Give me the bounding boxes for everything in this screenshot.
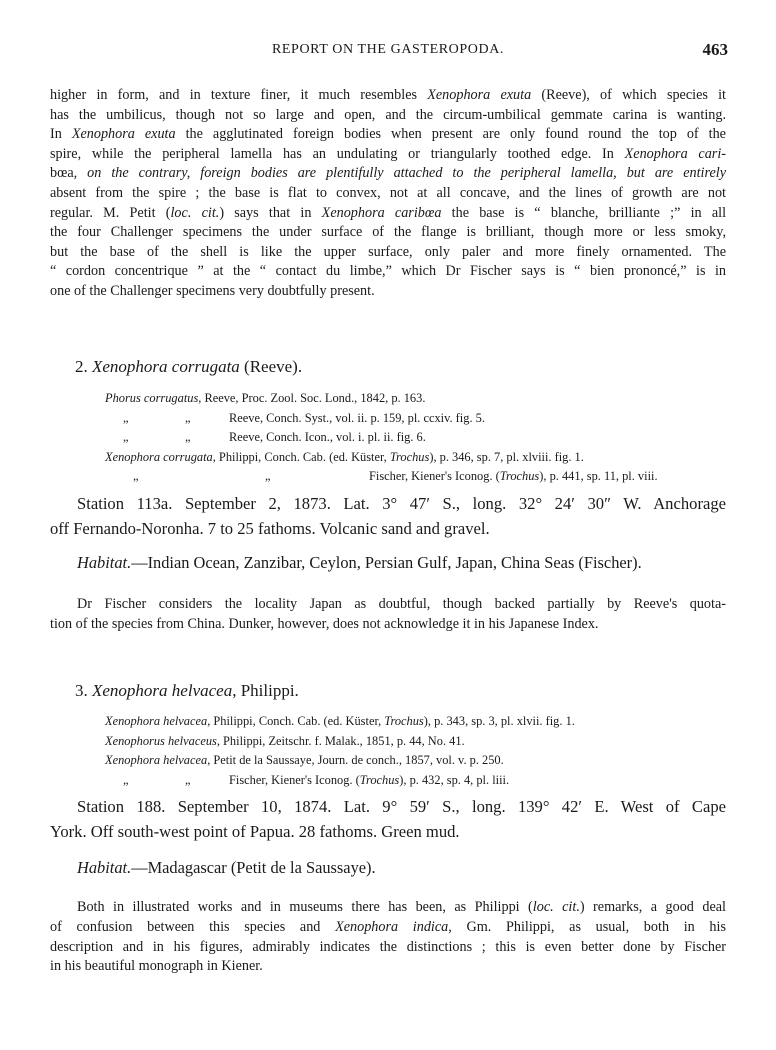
species-3-synonymy (105, 712, 745, 790)
habitat-text: —Madagascar (Petit de la Saussaye). (131, 858, 376, 877)
synonymy-entry (105, 389, 745, 409)
text-run: one of the Challenger specimens very doubtfully present. (50, 282, 375, 299)
reference: , Petit de la Saussaye, Journ. de conch., 1857, vol. v. p. 250. (207, 753, 504, 767)
text-run: of confusion between this species and (50, 918, 336, 935)
text-line (50, 262, 726, 282)
note-line: Dr Fischer considers the locality Japan as doubtful, though backed partially by Reeve's quota- (77, 596, 726, 612)
text-line (50, 164, 726, 184)
text-line (50, 145, 726, 165)
text-run: In (50, 126, 72, 143)
station-line: Station 188. September 10, 1874. Lat. 9° 59′ S., long. 139° 42′ E. West of Cape (77, 797, 726, 816)
taxon-name: Xenophorus helvaceus (105, 733, 217, 748)
text-line (50, 204, 726, 224)
synonymy-entry (105, 467, 745, 487)
reference: Reeve, Conch. Icon., vol. i. pl. ii. fig. 6. (229, 430, 426, 444)
species-3-number: 3. (75, 681, 88, 700)
text-line (50, 938, 726, 958)
text-run: the four Challenger specimens the under surface of the flange is brilliant, though more or less smoky, (50, 224, 726, 241)
species-3-author: , Philippi. (232, 681, 299, 700)
taxon-name: Xenophora corrugata (105, 449, 213, 464)
text-run: has the umbilicus, though not so large and open, and the circum-umbilical gemmate carina is wanting. (50, 106, 726, 123)
italic-term: loc. cit. (170, 204, 220, 221)
reference: Fischer, Kiener's Iconog. ( (229, 772, 360, 787)
text-line (50, 282, 726, 302)
species-2-number: 2. (75, 357, 88, 376)
reference: ), p. 432, sp. 4, pl. liii. (399, 772, 510, 787)
italic-term: Xenophora cari- (624, 145, 726, 162)
ditto-mark: „ (185, 772, 191, 787)
note-line: tion of the species from China. Dunker, however, does not acknowledge it in his Japanese Index. (50, 615, 599, 632)
italic-term: Xenophora indica (335, 918, 449, 935)
species-2-heading (75, 357, 751, 377)
text-line (50, 898, 726, 918)
text-run: absent from the spire ; the base is flat to convex, not at all concave, and the lines of growth are not (50, 184, 726, 201)
italic-term: , on the contrary, foreign bodies are plentifully attached to the peripheral lamella, but are entirely (73, 165, 726, 182)
reference: ), p. 343, sp. 3, pl. xlvii. fig. 1. (423, 714, 575, 728)
text-run: the base is “ blanche, brilliante ;” in all (441, 204, 727, 221)
reference: ), p. 441, sp. 11, pl. viii. (539, 469, 658, 483)
reference: Reeve, Conch. Syst., vol. ii. p. 159, pl. ccxiv. fig. 5. (229, 410, 485, 425)
reference-italic: Trochus (499, 469, 540, 483)
text-line (50, 918, 726, 938)
synonymy-entry (105, 448, 745, 468)
species-2-station (50, 491, 726, 541)
habitat-text: —Indian Ocean, Zanzibar, Ceylon, Persian Gulf, Japan, China Seas (Fischer). (131, 553, 642, 572)
species-3-heading (75, 681, 751, 701)
reference: , Philippi, Zeitschr. f. Malak., 1851, p. 44, No. 41. (216, 733, 465, 748)
text-run: regular. M. Petit ( (50, 204, 171, 221)
text-run: description and in his figures, admirably indicates the distinctions ; this is even better done by Fischer (50, 938, 726, 955)
reference-italic: Trochus (384, 714, 424, 728)
species-2-author: (Reeve). (244, 357, 303, 376)
station-line: York. Off south-west point of Papua. 28 fathoms. Green mud. (50, 822, 460, 841)
text-run: Both in illustrated works and in museums there has been, as Philippi ( (77, 899, 533, 915)
text-line (50, 86, 726, 106)
reference-italic: Trochus (389, 449, 430, 464)
text-run: ) remarks, a good deal (579, 899, 726, 915)
running-head: REPORT ON THE GASTEROPODA. (271, 42, 505, 57)
synonymy-entry (105, 409, 745, 429)
taxon-name: Phorus corrugatus (105, 391, 199, 405)
species-2-synonymy (105, 389, 745, 487)
text-run: “ cordon concentrique ” at the “ contact du limbe,” which Dr Fischer says is “ bien prononcé,” is in (50, 263, 726, 280)
taxon-name: Xenophora helvacea (105, 753, 208, 767)
italic-term: Xenophora exuta (427, 87, 532, 103)
text-line (50, 957, 726, 977)
ditto-mark: „ (185, 410, 191, 425)
text-run: the agglutinated foreign bodies when present are only found round the top of the (175, 126, 726, 143)
text-run: , Gm. Philippi, as usual, both in his (448, 918, 726, 935)
text-run: higher in form, and in texture finer, it much resembles (50, 87, 428, 103)
ditto-mark: „ (133, 469, 139, 483)
italic-term: loc. cit. (532, 899, 580, 915)
station-line: Station 113a. September 2, 1873. Lat. 3° 47′ S., long. 32° 24′ 30″ W. Anchorage (77, 494, 726, 513)
intro-paragraph (50, 86, 726, 302)
synonymy-entry (105, 712, 745, 732)
station-line: off Fernando-Noronha. 7 to 25 fathoms. Volcanic sand and gravel. (50, 519, 490, 538)
ditto-mark: „ (265, 469, 271, 483)
text-run: ) says that in (219, 204, 322, 221)
text-run: but the base of the shell is like the upper surface, only paler and more finely ornamented. The (50, 243, 726, 260)
page-number: 463 (702, 40, 728, 59)
synonymy-entry (105, 732, 745, 752)
text-run: bœa (50, 165, 74, 182)
habitat-label: Habitat. (77, 553, 132, 572)
species-3-note (50, 898, 726, 977)
text-run: in his beautiful monograph in Kiener. (50, 958, 263, 975)
ditto-mark: „ (123, 410, 129, 425)
ditto-mark: „ (123, 430, 129, 444)
text-line (50, 243, 726, 263)
text-line (50, 125, 726, 145)
species-2-note (50, 595, 726, 635)
habitat-label: Habitat. (77, 858, 132, 877)
synonymy-entry (105, 771, 745, 791)
reference: , Philippi, Conch. Cab. (ed. Küster, (207, 714, 385, 728)
species-2-habitat (77, 553, 753, 573)
text-line (50, 184, 726, 204)
text-line (50, 106, 726, 126)
ditto-mark: „ (123, 772, 129, 787)
reference-italic: Trochus (359, 772, 400, 787)
reference: , Reeve, Proc. Zool. Soc. Lond., 1842, p. 163. (198, 391, 426, 405)
reference: ), p. 346, sp. 7, pl. xlviii. fig. 1. (429, 449, 584, 464)
synonymy-entry (105, 751, 745, 771)
ditto-mark: „ (185, 430, 191, 444)
text-run: (Reeve), of which species it (531, 87, 726, 103)
species-3-habitat (77, 858, 753, 878)
species-2-name: Xenophora corrugata (92, 357, 240, 376)
reference: , Philippi, Conch. Cab. (ed. Küster, (212, 449, 390, 464)
species-3-name: Xenophora helvacea (92, 681, 233, 700)
taxon-name: Xenophora helvacea (105, 714, 208, 728)
text-run: spire, while the peripheral lamella has an undulating or triangularly toothed edge. In (50, 145, 625, 162)
page-header (0, 40, 776, 62)
species-3-station (50, 794, 726, 844)
italic-term: Xenophora caribœa (321, 204, 442, 221)
italic-term: Xenophora exuta (71, 126, 176, 143)
reference: Fischer, Kiener's Iconog. ( (369, 469, 500, 483)
synonymy-entry (105, 428, 745, 448)
text-line (50, 223, 726, 243)
